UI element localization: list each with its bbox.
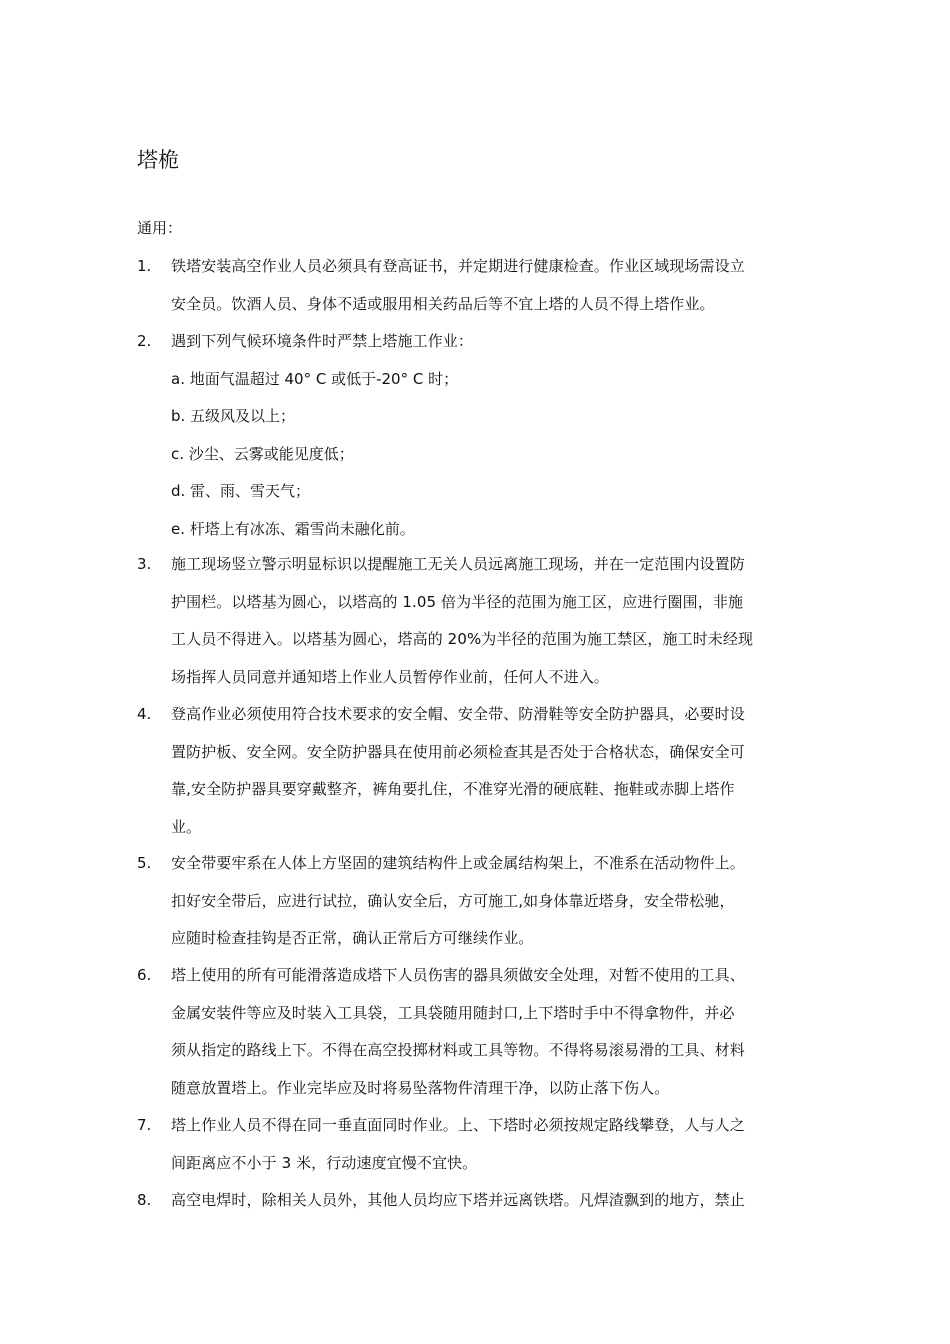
list-item-text-line: 场指挥人员同意并通知塔上作业人员暂停作业前，任何人不进入。 (171, 667, 609, 686)
list-item-text-line: 安全员。饮酒人员、身体不适或服用相关药品后等不宜上塔的人员不得上塔作业。 (171, 294, 715, 313)
list-item-number: 6. (137, 966, 152, 984)
list-item-text-line: 高空电焊时，除相关人员外，其他人员均应下塔并远离铁塔。凡焊渣飘到的地方，禁止 (171, 1191, 745, 1209)
list-item-text-line: 护围栏。以塔基为圆心，以塔高的 1.05 倍为半径的范围为施工区，应进行圈围，非施 (171, 592, 744, 611)
list-item-text-line: 铁塔安装高空作业人员必须具有登高证书，并定期进行健康检查。作业区域现场需设立 (171, 257, 745, 275)
sub-item: a. 地面气温超过 40° C 或低于-20° C 时； (171, 369, 459, 388)
list-item-text-line: 扣好安全带后，应进行试拉，确认安全后，方可施工,如身体靠近塔身，安全带松驰， (171, 891, 735, 910)
sub-item: b. 五级风及以上； (171, 407, 296, 425)
section-label: 通用： (137, 219, 183, 237)
list-item-text-line: 间距离应不小于 3 米，行动速度宜慢不宜快。 (171, 1153, 478, 1172)
list-item-text-line: 安全带要牢系在人体上方坚固的建筑结构件上或金属结构架上，不准系在活动物件上。 (171, 854, 745, 872)
list-item-text-line: 登高作业必须使用符合技术要求的安全帽、安全带、防滑鞋等安全防护器具，必要时设 (171, 705, 745, 723)
list-item-text-line: 置防护板、安全网。安全防护器具在使用前必须检查其是否处于合格状态，确保安全可 (171, 742, 745, 761)
list-item-number: 4. (137, 705, 152, 723)
list-item-number: 2. (137, 332, 152, 350)
sub-item: d. 雷、雨、雪天气； (171, 482, 311, 500)
list-item-number: 8. (137, 1191, 152, 1209)
list-item-text-line: 须从指定的路线上下。不得在高空投掷材料或工具等物。不得将易滚易滑的工具、材料 (171, 1041, 745, 1059)
list-item-number: 5. (137, 854, 152, 872)
list-item-text-line: 随意放置塔上。作业完毕应及时将易坠落物件清理干净，以防止落下伤人。 (171, 1078, 670, 1097)
page-title: 塔桅 (137, 148, 179, 172)
list-item-text-line: 应随时检查挂钩是否正常，确认正常后方可继续作业。 (171, 929, 534, 947)
list-item-text-line: 金属安装件等应及时装入工具袋，工具袋随用随封口,上下塔时手中不得拿物件，并必 (171, 1003, 735, 1022)
list-item-number: 1. (137, 257, 152, 275)
list-item-text-line: 施工现场竖立警示明显标识以提醒施工无关人员远离施工现场，并在一定范围内设置防 (171, 555, 745, 573)
list-item-number: 7. (137, 1116, 152, 1134)
list-item-number: 3. (137, 555, 152, 573)
sub-item: e. 杆塔上有冰冻、霜雪尚未融化前。 (171, 519, 415, 538)
list-item-text-line: 塔上使用的所有可能滑落造成塔下人员伤害的器具须做安全处理，对暂不使用的工具、 (171, 966, 745, 984)
sub-item: c. 沙尘、云雾或能见度低； (171, 444, 354, 463)
list-item-text-line: 遇到下列气候环境条件时严禁上塔施工作业： (171, 332, 474, 350)
list-item-text-line: 塔上作业人员不得在同一垂直面同时作业。上、下塔时必须按规定路线攀登，人与人之 (171, 1116, 745, 1134)
list-item-text-line: 业。 (171, 817, 202, 836)
list-item-text-line: 工人员不得进入。以塔基为圆心，塔高的 20%为半径的范围为施工禁区，施工时未经现 (171, 630, 754, 648)
list-item-text-line: 靠,安全防护器具要穿戴整齐，裤角要扎住，不准穿光滑的硬底鞋、拖鞋或赤脚上塔作 (171, 780, 735, 798)
